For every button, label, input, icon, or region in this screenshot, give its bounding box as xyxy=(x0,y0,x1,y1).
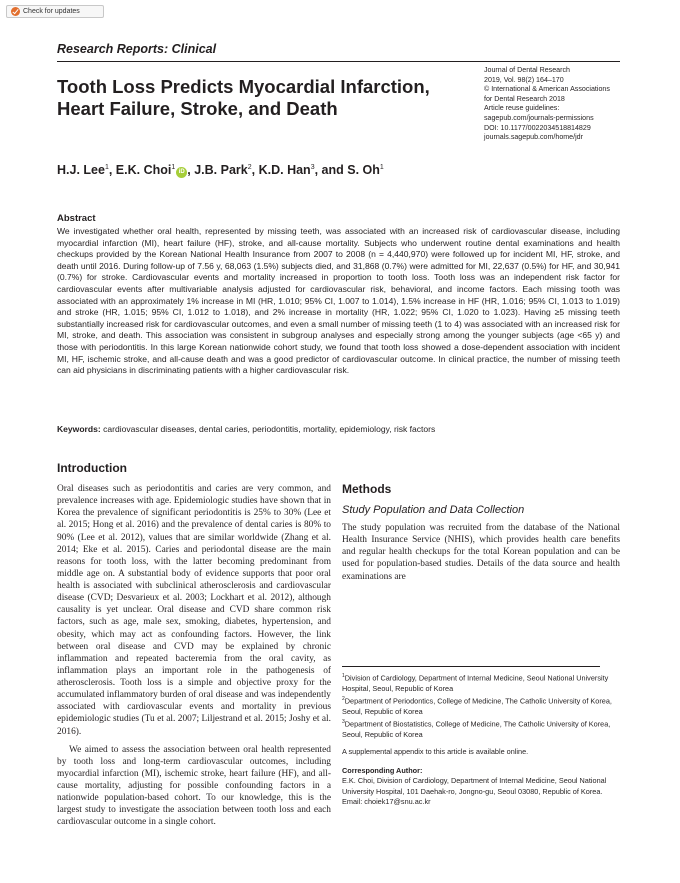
correspondence-email[interactable]: Email: choiek17@snu.ac.kr xyxy=(342,796,431,806)
author-affiliation-mark: 1 xyxy=(379,163,384,171)
affiliation-item: $^3$Department of Biostatistics, College of Medicine, The Catholic University of Korea, Seoul, Republic of Korea xyxy=(342,719,611,739)
author-affiliation-mark: 1 xyxy=(171,163,176,171)
abstract-heading: Abstract xyxy=(57,213,96,224)
journal-info-line: for Dental Research 2018 xyxy=(484,94,565,103)
correspondence xyxy=(342,766,612,807)
journal-home-link[interactable]: journals.sagepub.com/home/jdr xyxy=(484,133,583,142)
abstract-text: We investigated whether oral health, represented by missing teeth, was associated with an increased risk of cardiovascular disease, including myocardial infarction (MI), heart failure (HF), stroke, and all-cause mortality. Subjects who underwent routine dental examinations and health checkups provided by the Korean National Health Insurance from 2007 to 2008 (n = 4,440,970) were followed up for incident MI, HF, stroke, and death until 2016. During follow-up of 7.56 y, 68,063 (1.5%) subjects died, and 31,868 (0.7%) were admitted for MI, 22,637 (0.5%) for HF, and 30,941 (0.7%) for stroke. Cardiovascular events and mortality increased in proportion to tooth loss. Tooth loss was an independent risk factor for cardiovascular events after multivariable analysis adjusted for cardiovascular risk, behavioral, and income factors. Each missing tooth was associated with an approximately 1% increase in MI (HR, 1.010; 95% CI, 1.007 to 1.014), 1.5% increase in HF (HR, 1.016; 95% CI, 1.013 to 1.019) and stroke (HR, 1.015; 95% CI, 1.012 to 1.018), and 2% increase in mortality (HR, 1.022; 95% CI, 1.020 to 1.023). Having ≥5 missing teeth substantially increased risk for cardiovascular outcomes, and even a small number of missing teeth (1 to 4) was associated with an increased risk for MI, stroke, and death. This association was consistent in subgroup analyses and especially strong among the younger subjects (age <65 y) and those with periodontitis. In this large Korean nationwide cohort study, we found that tooth loss showed a dose-dependent association with incident MI, HF, ischemic stroke, and all-cause death and was a good predictor of cardiovascular outcome. In clinical practice, the number of missing teeth can aid physicians in discriminating patients with a higher cardiovascular risk. xyxy=(57,226,620,376)
journal-info xyxy=(484,66,634,143)
affiliation-item: $^2$Department of Periodontics, College of Medicine, The Catholic University of Korea, Seoul, Republic of Korea xyxy=(342,696,612,716)
journal-info-line: Journal of Dental Research xyxy=(484,66,570,74)
subsection-heading: Study Population and Data Collection xyxy=(342,504,525,516)
section-divider xyxy=(57,61,620,62)
affiliations xyxy=(342,671,612,740)
author-name: E.K. Choi xyxy=(115,163,172,177)
correspondence-address: E.K. Choi, Division of Cardiology, Department of Internal Medicine, Seoul National University Hospital, 101 Daehak-ro, Jongno-gu, Seoul 03080, Republic of Korea. xyxy=(342,776,607,796)
check-updates-label: Check for updates xyxy=(23,8,80,15)
keywords-text: cardiovascular diseases, dental caries, periodontitis, mortality, epidemiology, risk factors xyxy=(103,424,436,434)
author-name: J.B. Park xyxy=(194,163,248,177)
methods-heading: Methods xyxy=(342,482,392,496)
author-affiliation-mark: 3 xyxy=(310,163,315,171)
body-paragraph: Oral diseases such as periodontitis and caries are very common, and prevalence increases with age. Epidemiologic studies have shown that in Korea the prevalence of significant periodontitis is 25% to 30% (Lee et al. 2015; Hong et al. 2016) and the prevalence of dental caries is 80% to 90% (Lee et al. 2012), values that are similar worldwide (Zhang et al. 2014; Eke et al. 2015). Caries and periodontal disease are the main reasons for tooth loss, with the latter becoming predominant from middle age on. A substantial body of evidence supports that poor oral health is associated with subclinical atherosclerosis and cardiovascular disease (CVD; Desvarieux et al. 2003; Lockhart et al. 2012), although causality is yet unclear. Oral disease and CVD share common risk factors, such as age, male sex, smoking, diabetes, hypertension, and obesity, which may act as confounding factors. However, the link between oral disease and CVD may be explained by chronic inflammation and repeated bacteremia from the oral cavity, as inflammation plays an important role in the pathogenesis of atherosclerosis. Tooth loss is a simple and objective proxy for the accumulated inflammatory burden of oral disease and was independently associated with cardiovascular events and mortality in previous epidemiologic studies (Tu et al. 2007; Liljestrand et al. 2015; Joshy et al. 2016). xyxy=(57,484,331,737)
article-title: Tooth Loss Predicts Myocardial Infarction, Heart Failure, Stroke, and Death xyxy=(57,76,430,119)
author-affiliation-mark: 2 xyxy=(247,163,252,171)
author-affiliation-mark: 1 xyxy=(104,163,109,171)
correspondence-heading: Corresponding Author: xyxy=(342,766,423,775)
section-label: Research Reports: Clinical xyxy=(57,42,217,56)
journal-info-line: Article reuse guidelines: xyxy=(484,104,560,113)
author-name: K.D. Han xyxy=(258,163,311,177)
footnote-divider xyxy=(342,666,600,667)
check-for-updates-button[interactable] xyxy=(6,5,104,18)
body-paragraph: The study population was recruited from the database of the National Health Insurance Service (NHIS), which provides health care benefits and regular health checkups for the total Korean population and can be used for population-based studies. Details of the data source and health examinations are xyxy=(342,523,620,582)
body-paragraph: We aimed to assess the association between oral health represented by tooth loss and long-term cardiovascular outcomes, including myocardial infarction (MI), ischemic stroke, heart failure (HF), and all-cause mortality, adjusting for possible confounding factors in a nationwide population-based cohort. To our knowledge, this is the largest study to investigate the association between tooth loss and each cardiovascular outcome in a single cohort. xyxy=(57,744,331,828)
methods-section xyxy=(342,464,620,583)
introduction-section xyxy=(57,461,331,829)
journal-info-line: 2019, Vol. 98(2) 164–170 xyxy=(484,75,564,84)
keywords xyxy=(57,424,620,434)
orcid-icon[interactable]: iD xyxy=(176,167,187,178)
introduction-heading: Introduction xyxy=(57,461,127,475)
journal-permissions-link[interactable]: sagepub.com/journals-permissions xyxy=(484,113,594,122)
author-list: H.J. Lee$^1$, E.K. Choi$^1$iD , J.B. Park$^2$, K.D. Han$^3$, and S. Oh$^1$ xyxy=(57,163,384,177)
doi-link[interactable]: DOI: 10.1177/0022034518814829 xyxy=(484,123,591,132)
abstract xyxy=(57,213,620,377)
check-updates-icon xyxy=(11,7,20,16)
author-name: H.J. Lee xyxy=(57,163,105,177)
keywords-label: Keywords: xyxy=(57,424,101,434)
supplement-note: A supplemental appendix to this article is available online. xyxy=(342,747,529,756)
affiliation-item: $^1$Division of Cardiology, Department of Internal Medicine, Seoul National University Hospital, Seoul, Republic of Korea xyxy=(342,673,609,693)
journal-info-line: © International & American Associations xyxy=(484,85,610,94)
author-name: S. Oh xyxy=(347,163,380,177)
